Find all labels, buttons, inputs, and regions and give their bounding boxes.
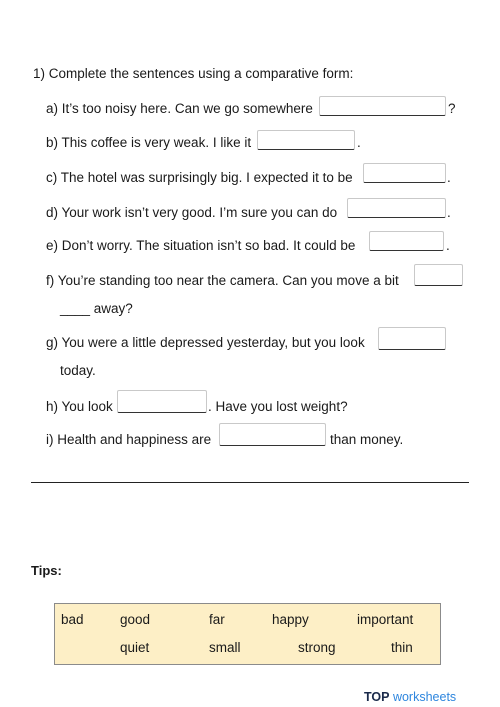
instruction-text: 1) Complete the sentences using a comparative form: <box>33 66 354 81</box>
sentence-d-text: d) Your work isn’t very good. I’m sure you can do <box>46 205 338 220</box>
sentence-i-end: than money. <box>330 432 404 447</box>
sentence-h-text: h) You look <box>46 399 113 414</box>
answer-input-h[interactable] <box>117 390 207 413</box>
brand-logo-top: TOP <box>364 690 390 704</box>
sentence-f-end: ____ away? <box>60 301 133 316</box>
answer-input-d[interactable] <box>347 198 446 218</box>
sentence-b-end: . <box>357 135 361 150</box>
answer-input-c[interactable] <box>363 163 446 183</box>
sentence-d-end: . <box>447 205 451 220</box>
answer-input-a[interactable] <box>319 96 446 116</box>
tip-word: thin <box>391 640 413 655</box>
sentence-a-end: ? <box>448 101 456 116</box>
sentence-i-text: i) Health and happiness are <box>46 432 212 447</box>
sentence-e-text: e) Don’t worry. The situation isn’t so bad. It could be <box>46 238 356 253</box>
tip-word: small <box>209 640 241 655</box>
sentence-c-end: . <box>447 170 451 185</box>
sentence-b-text: b) This coffee is very weak. I like it <box>46 135 252 150</box>
sentence-c-text: c) The hotel was surprisingly big. I expected it to be <box>46 170 353 185</box>
tip-word: important <box>357 612 414 627</box>
sentence-g-end: today. <box>60 363 96 378</box>
tip-word: quiet <box>120 640 150 655</box>
brand-logo <box>364 690 456 704</box>
tips-word-box <box>54 603 441 665</box>
answer-input-e[interactable] <box>369 231 444 251</box>
sentence-h-end: . Have you lost weight? <box>208 399 348 414</box>
sentence-g-text: g) You were a little depressed yesterday, but you look <box>46 335 365 350</box>
tip-word: strong <box>298 640 336 655</box>
sentence-e-end: . <box>446 238 450 253</box>
tip-word: bad <box>61 612 84 627</box>
sentence-f-text: f) You’re standing too near the camera. Can you move a bit <box>46 273 399 288</box>
sentence-a-text: a) It’s too noisy here. Can we go somewhere <box>46 101 313 116</box>
brand-logo-worksheets: worksheets <box>389 690 457 704</box>
answer-input-b[interactable] <box>257 130 355 150</box>
section-divider <box>31 482 469 483</box>
tips-label: Tips: <box>31 563 62 578</box>
answer-input-g[interactable] <box>378 327 446 350</box>
tip-word: good <box>120 612 151 627</box>
answer-input-f[interactable] <box>414 264 463 286</box>
answer-input-i[interactable] <box>219 423 326 446</box>
tip-word: far <box>209 612 225 627</box>
tip-word: happy <box>272 612 309 627</box>
